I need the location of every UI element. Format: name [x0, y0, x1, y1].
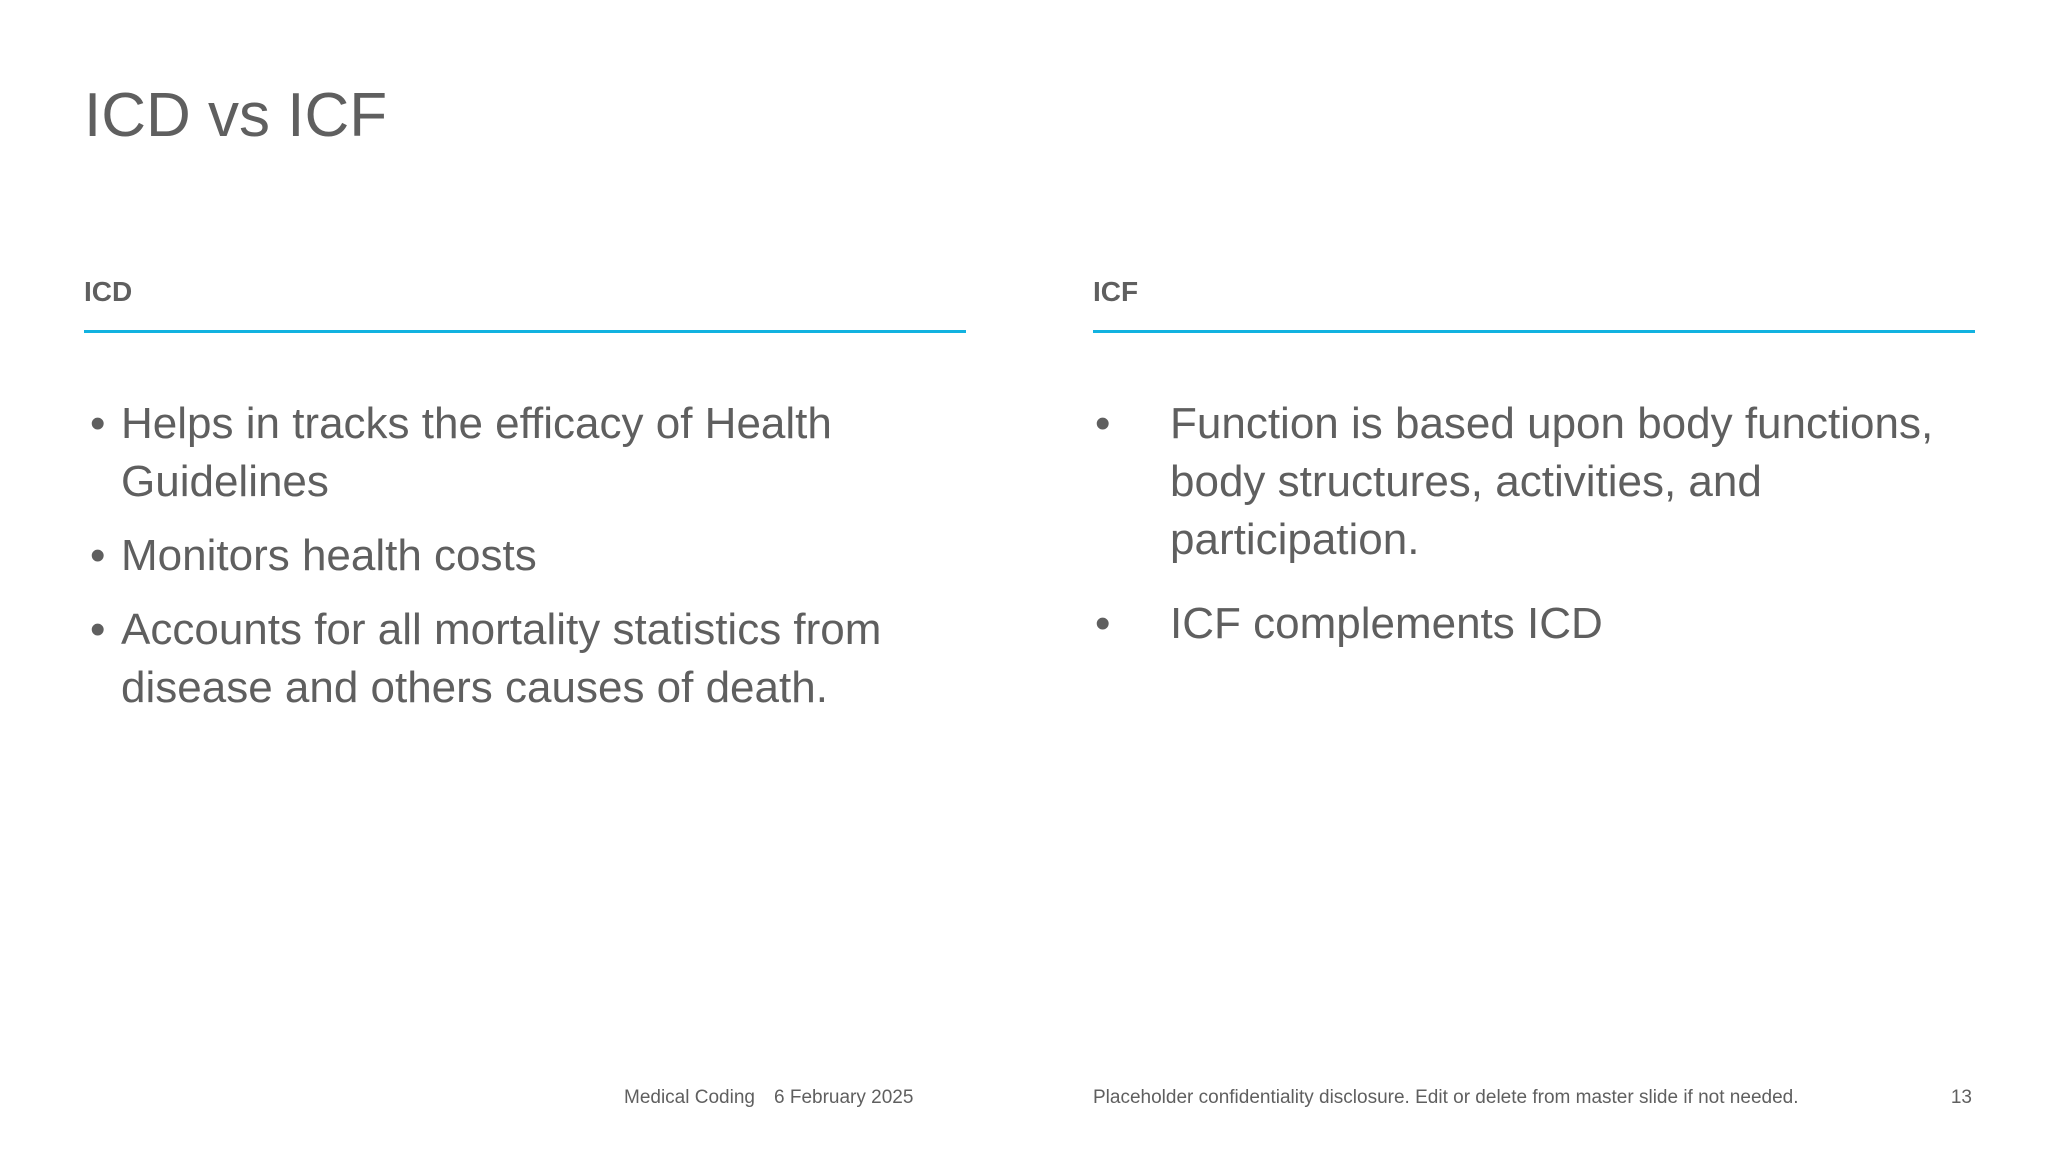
- icd-heading: ICD: [84, 276, 133, 307]
- bullet-text: Function is based upon body functions, body structures, activities, and participation.: [1170, 399, 1934, 564]
- icd-column: [84, 272, 966, 733]
- icd-bullet-list: [84, 395, 966, 717]
- bullet-dot-icon: •: [1095, 599, 1111, 648]
- list-item: [84, 527, 966, 585]
- footer-date: 6 February 2025: [774, 1087, 914, 1108]
- bullet-dot-icon: •: [90, 605, 106, 654]
- icf-column: [1093, 272, 1975, 679]
- slide-page-number: 13: [1950, 1087, 1972, 1108]
- icd-heading-rule: [84, 330, 966, 333]
- bullet-dot-icon: •: [90, 399, 106, 448]
- bullet-text: Accounts for all mortality statistics from disease and others causes of death.: [121, 605, 882, 712]
- icf-bullet-list: [1093, 395, 1975, 653]
- list-item: [1093, 595, 1975, 653]
- slide-title: ICD vs ICF: [84, 81, 388, 150]
- icf-heading-rule: [1093, 330, 1975, 333]
- list-item: [1093, 395, 1975, 569]
- footer-confidentiality-disclosure: Placeholder confidentiality disclosure. Edit or delete from master slide if not needed.: [1093, 1087, 1799, 1108]
- bullet-text: Helps in tracks the efficacy of Health Guidelines: [121, 399, 832, 506]
- list-item: [84, 601, 966, 717]
- bullet-dot-icon: •: [90, 531, 106, 580]
- bullet-text: ICF complements ICD: [1170, 599, 1603, 648]
- icf-heading: ICF: [1093, 276, 1139, 307]
- bullet-dot-icon: •: [1095, 399, 1111, 448]
- footer-product-name: Medical Coding: [624, 1087, 755, 1108]
- bullet-text: Monitors health costs: [121, 531, 537, 580]
- list-item: [84, 395, 966, 511]
